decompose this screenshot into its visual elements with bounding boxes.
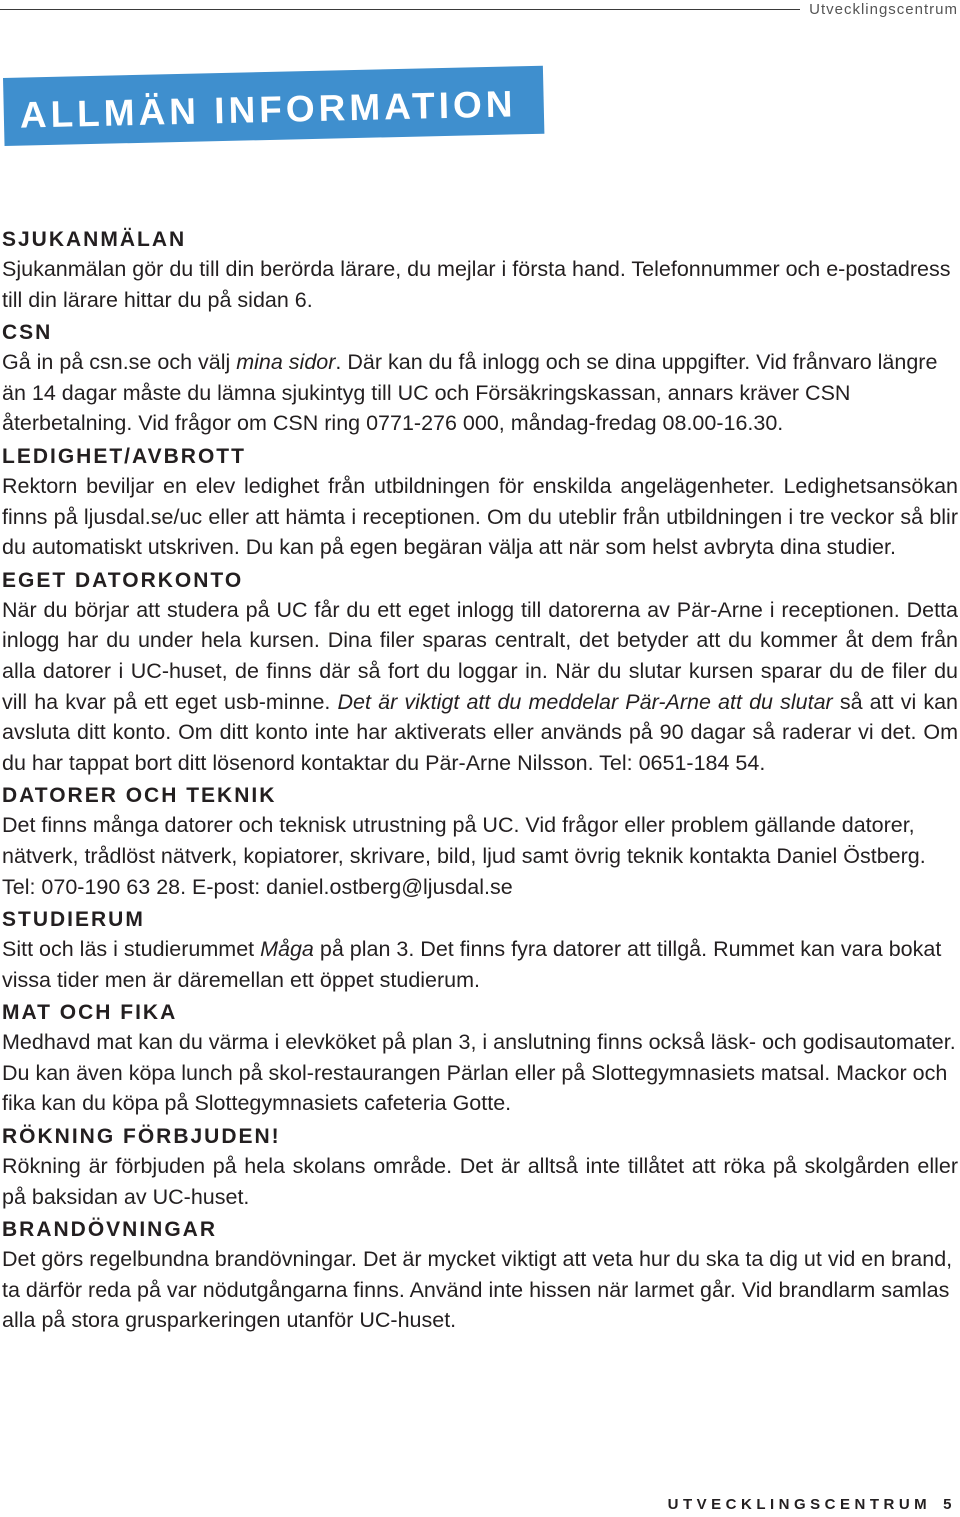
section-paragraph: Medhavd mat kan du värma i elevköket på plan 3, i anslutning finns också läsk- och godisautomater. Du kan även köpa lunch på skol-restaurangen Pärlan eller på Slottegymnasiets matsal. Mackor och fika kan du köpa på Slottegymnasiets cafeteria Gotte.	[2, 1030, 956, 1116]
text-run: När du börjar att studera på UC får du ett eget inlogg till datorerna av Pär-Arne i receptionen. Detta inlogg har du under hela kursen. Dina filer sparas centralt, det betyder att du kommer åt dem från alla datorer i UC-huset, de finns där så fort du loggar in. När du slutar kursen sparar du de filer du vill ha kvar på ett eget usb-minne.	[2, 597, 958, 714]
section-heading: RÖKNING FÖRBJUDEN!	[2, 1125, 281, 1149]
section-datorer-teknik	[2, 782, 958, 902]
italic-text-run: mina sidor	[236, 350, 336, 375]
header-rule	[0, 9, 800, 10]
section-heading: CSN	[2, 321, 53, 345]
text-run: . Där kan du få inlogg och se dina uppgifter. Vid frånvaro längre än 14 dagar måste du lämna sjukintyg till UC och Försäkringskassan, annars kräver CSN återbetalning. Vid frågor om CSN ring 0771-276 000, måndag-fredag 08.00-16.30.	[2, 350, 938, 436]
section-datorkonto	[2, 567, 958, 779]
section-paragraph: Det finns många datorer och teknisk utrustning på UC. Vid frågor eller problem gällande datorer, nätverk, trådlöst nätverk, kopiatorer, skrivare, bild, ljud samt övrig teknik kontakta Daniel Östberg. Tel: 070-190 63 28. E-post: daniel.ostberg@ljusdal.se	[2, 813, 926, 899]
section-paragraph	[2, 934, 958, 995]
section-heading: LEDIGHET/AVBROTT	[2, 444, 246, 468]
text-run: Gå in på csn.se och välj	[2, 350, 237, 375]
section-heading: MAT OCH FIKA	[2, 1001, 178, 1025]
document-body	[2, 226, 958, 1340]
italic-text-run: Det är viktigt att du meddelar Pär-Arne att du slutar	[337, 689, 833, 714]
section-paragraph: Rökning är förbjuden på hela skolans område. Det är alltså inte tillåtet att röka på skolgården eller på baksidan av UC-huset.	[2, 1154, 958, 1209]
section-csn	[2, 319, 958, 439]
text-run: på plan 3. Det finns fyra datorer att tillgå. Rummet kan vara bokat vissa tider men är däremellan ett öppet studierum.	[2, 937, 942, 992]
section-banner	[3, 66, 544, 146]
section-sjukanmalan	[2, 226, 958, 315]
section-paragraph: Rektorn beviljar en elev ledighet från utbildningen för enskilda angelägenheter. Ledighetsansökan finns på ljusdal.se/uc eller att hämta i receptionen. Om du uteblir från utbildningen i tre veckor så blir du automatiskt utskriven. Du kan på egen begäran välja att när som helst avbryta dina studier.	[2, 473, 958, 560]
section-heading: STUDIERUM	[2, 908, 145, 932]
section-mat-fika	[2, 999, 958, 1119]
section-heading: EGET DATORKONTO	[2, 568, 244, 592]
page-number: 5	[943, 1496, 956, 1513]
section-paragraph	[2, 347, 958, 439]
section-rokning	[2, 1123, 958, 1212]
section-heading: DATORER OCH TEKNIK	[2, 784, 277, 808]
text-run: Sitt och läs i studierummet	[2, 937, 261, 962]
page-title: ALLMÄN INFORMATION	[19, 83, 517, 136]
footer-label: UTVECKLINGSCENTRUM	[667, 1496, 932, 1513]
page-footer	[668, 1496, 956, 1513]
header-label: Utvecklingscentrum	[809, 1, 958, 18]
text-run: så att vi kan avsluta ditt konto. Om ditt konto inte har aktiverats eller används på 90 dagar så raderar vi det. Om du har tappat bort ditt lösenord kontaktar du Pär-Arne Nilsson. Tel: 0651-184 54.	[2, 689, 959, 775]
section-heading: BRANDÖVNINGAR	[2, 1218, 217, 1242]
section-studierum	[2, 906, 958, 995]
section-paragraph: Det görs regelbundna brandövningar. Det är mycket viktigt att veta hur du ska ta dig ut vid en brand, ta därför reda på var nödutgångarna finns. Använd inte hissen när larmet går. Vid brandlarm samlas alla på stora grusparkeringen utanför UC-huset.	[2, 1247, 953, 1333]
section-heading: SJUKANMÄLAN	[2, 228, 187, 251]
italic-text-run: Måga	[260, 937, 314, 962]
section-ledighet	[2, 443, 958, 563]
section-paragraph	[2, 595, 958, 779]
section-paragraph: Sjukanmälan gör du till din berörda lärare, du mejlar i första hand. Telefonnummer och e-postadress till din lärare hittar du på sidan 6.	[2, 257, 951, 312]
section-brandovningar	[2, 1216, 958, 1336]
